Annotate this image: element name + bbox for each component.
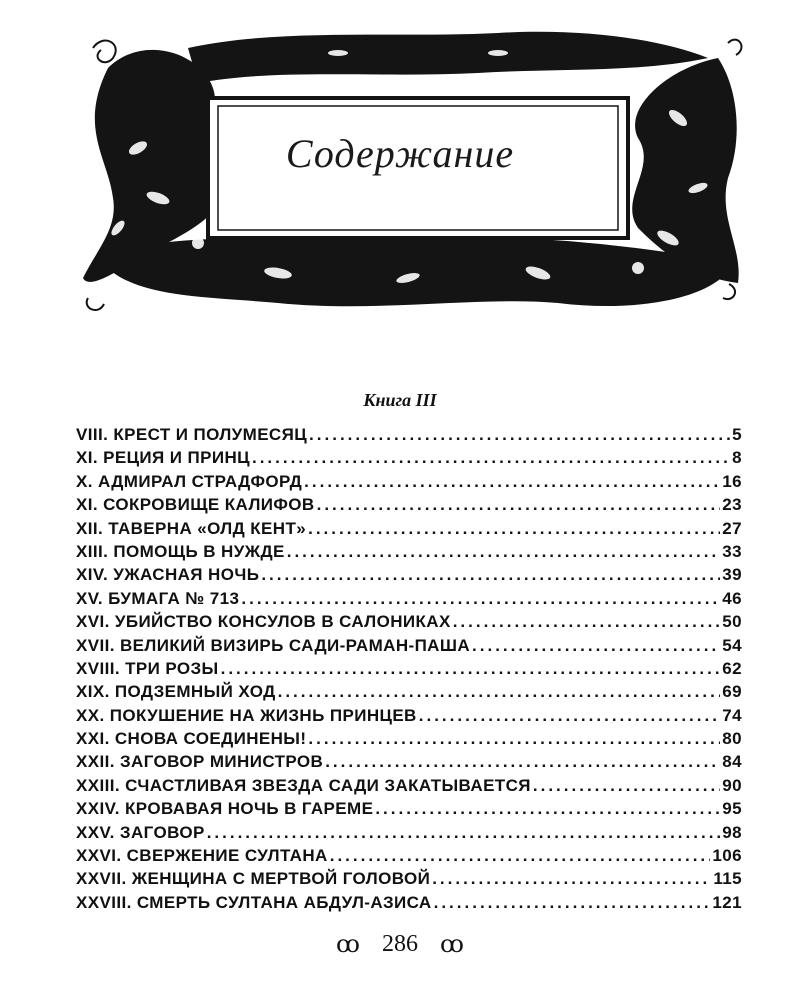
ornament-left-icon: ꝏ bbox=[336, 930, 360, 958]
toc-entry bbox=[76, 472, 742, 495]
toc-entry-page: 23 bbox=[722, 495, 742, 515]
toc-entry-page: 80 bbox=[722, 729, 742, 749]
dot-leader bbox=[533, 776, 720, 796]
toc-entry bbox=[76, 823, 742, 846]
toc-entry-label: XXIV. КРОВАВАЯ НОЧЬ В ГАРЕМЕ bbox=[76, 799, 374, 819]
toc-entry-page: 54 bbox=[722, 635, 742, 655]
toc-entry bbox=[76, 519, 742, 542]
toc-entry-page: 121 bbox=[712, 892, 742, 912]
ornament-right-icon: ꝏ bbox=[440, 930, 464, 958]
toc-entry-page: 95 bbox=[722, 799, 742, 819]
toc-entry bbox=[76, 612, 742, 635]
dot-leader bbox=[472, 636, 720, 656]
toc-entry-label: X. АДМИРАЛ СТРАДФОРД bbox=[76, 471, 303, 491]
dot-leader bbox=[432, 869, 711, 889]
toc-entry-page: 115 bbox=[713, 869, 742, 889]
toc-entry-label: XV. БУМАГА № 713 bbox=[76, 588, 240, 608]
toc-entry bbox=[76, 542, 742, 565]
toc-entry bbox=[76, 565, 742, 588]
dot-leader bbox=[221, 659, 721, 679]
toc-entry bbox=[76, 448, 742, 471]
toc-entry-label: XXII. ЗАГОВОР МИНИСТРОВ bbox=[76, 752, 324, 772]
book-heading: Книга III bbox=[363, 390, 437, 410]
toc-entry-page: 74 bbox=[722, 705, 742, 725]
toc-entry-page: 84 bbox=[722, 752, 742, 772]
dot-leader bbox=[317, 495, 721, 515]
toc-entry-label: XXI. СНОВА СОЕДИНЕНЫ! bbox=[76, 729, 307, 749]
toc-entry bbox=[76, 799, 742, 822]
toc-entry bbox=[76, 869, 742, 892]
toc-entry-page: 69 bbox=[722, 682, 742, 702]
dot-leader bbox=[252, 448, 730, 468]
dot-leader bbox=[309, 425, 730, 445]
toc-entry-label: XVII. ВЕЛИКИЙ ВИЗИРЬ САДИ-РАМАН-ПАША bbox=[76, 635, 471, 655]
toc-entry-label: XI. СОКРОВИЩЕ КАЛИФОВ bbox=[76, 495, 315, 515]
dot-leader bbox=[330, 846, 711, 866]
toc-entry-label: XI. РЕЦИЯ И ПРИНЦ bbox=[76, 448, 250, 468]
toc-entry bbox=[76, 729, 742, 752]
page-number: 286 bbox=[382, 930, 418, 957]
toc-entry-page: 33 bbox=[722, 541, 742, 561]
toc-entry bbox=[76, 682, 742, 705]
toc-entry-label: XXVIII. СМЕРТЬ СУЛТАНА АБДУЛ-АЗИСА bbox=[76, 892, 432, 912]
dot-leader bbox=[419, 706, 721, 726]
toc-entry-label: XIX. ПОДЗЕМНЫЙ ХОД bbox=[76, 682, 276, 702]
dot-leader bbox=[278, 682, 721, 702]
dot-leader bbox=[241, 589, 720, 609]
dot-leader bbox=[325, 752, 720, 772]
toc-entry-label: XXIII. СЧАСТЛИВАЯ ЗВЕЗДА САДИ ЗАКАТЫВАЕТСЯ bbox=[76, 775, 531, 795]
toc-entry bbox=[76, 659, 742, 682]
toc-entry-page: 62 bbox=[722, 658, 742, 678]
dot-leader bbox=[207, 823, 721, 843]
dot-leader bbox=[304, 472, 720, 492]
dot-leader bbox=[434, 893, 711, 913]
toc-entry-label: XIII. ПОМОЩЬ В НУЖДЕ bbox=[76, 541, 285, 561]
toc-entry-page: 27 bbox=[722, 518, 742, 538]
toc-entry-label: XXVI. СВЕРЖЕНИЕ СУЛТАНА bbox=[76, 846, 328, 866]
toc-entry bbox=[76, 752, 742, 775]
table-of-contents bbox=[76, 425, 742, 916]
toc-entry bbox=[76, 706, 742, 729]
toc-entry-page: 90 bbox=[722, 775, 742, 795]
toc-entry bbox=[76, 495, 742, 518]
toc-entry-label: XXVII. ЖЕНЩИНА С МЕРТВОЙ ГОЛОВОЙ bbox=[76, 869, 431, 889]
toc-entry-label: XII. ТАВЕРНА «ОЛД КЕНТ» bbox=[76, 518, 307, 538]
toc-entry-label: XX. ПОКУШЕНИЕ НА ЖИЗНЬ ПРИНЦЕВ bbox=[76, 705, 417, 725]
toc-entry-page: 50 bbox=[722, 612, 742, 632]
dot-leader bbox=[453, 612, 721, 632]
dot-leader bbox=[308, 729, 720, 749]
toc-entry-label: XXV. ЗАГОВОР bbox=[76, 822, 205, 842]
toc-entry-label: XIV. УЖАСНАЯ НОЧЬ bbox=[76, 565, 260, 585]
toc-entry-page: 8 bbox=[732, 448, 742, 468]
toc-entry-page: 46 bbox=[722, 588, 742, 608]
toc-entry-page: 16 bbox=[722, 471, 742, 491]
toc-entry bbox=[76, 893, 742, 916]
toc-entry-page: 98 bbox=[722, 822, 742, 842]
toc-entry bbox=[76, 425, 742, 448]
toc-entry bbox=[76, 636, 742, 659]
toc-entry bbox=[76, 776, 742, 799]
page-title: Содержание bbox=[285, 131, 515, 176]
dot-leader bbox=[287, 542, 721, 562]
toc-entry-label: VIII. КРЕСТ И ПОЛУМЕСЯЦ bbox=[76, 425, 308, 444]
page-footer bbox=[0, 930, 800, 958]
toc-entry-page: 106 bbox=[712, 846, 742, 866]
toc-entry bbox=[76, 589, 742, 612]
dot-leader bbox=[261, 565, 720, 585]
toc-entry-page: 5 bbox=[732, 425, 742, 444]
dot-leader bbox=[375, 799, 720, 819]
toc-entry bbox=[76, 846, 742, 869]
dot-leader bbox=[308, 519, 720, 539]
toc-entry-label: XVIII. ТРИ РОЗЫ bbox=[76, 658, 219, 678]
toc-entry-label: XVI. УБИЙСТВО КОНСУЛОВ В САЛОНИКАХ bbox=[76, 612, 451, 632]
toc-entry-page: 39 bbox=[722, 565, 742, 585]
